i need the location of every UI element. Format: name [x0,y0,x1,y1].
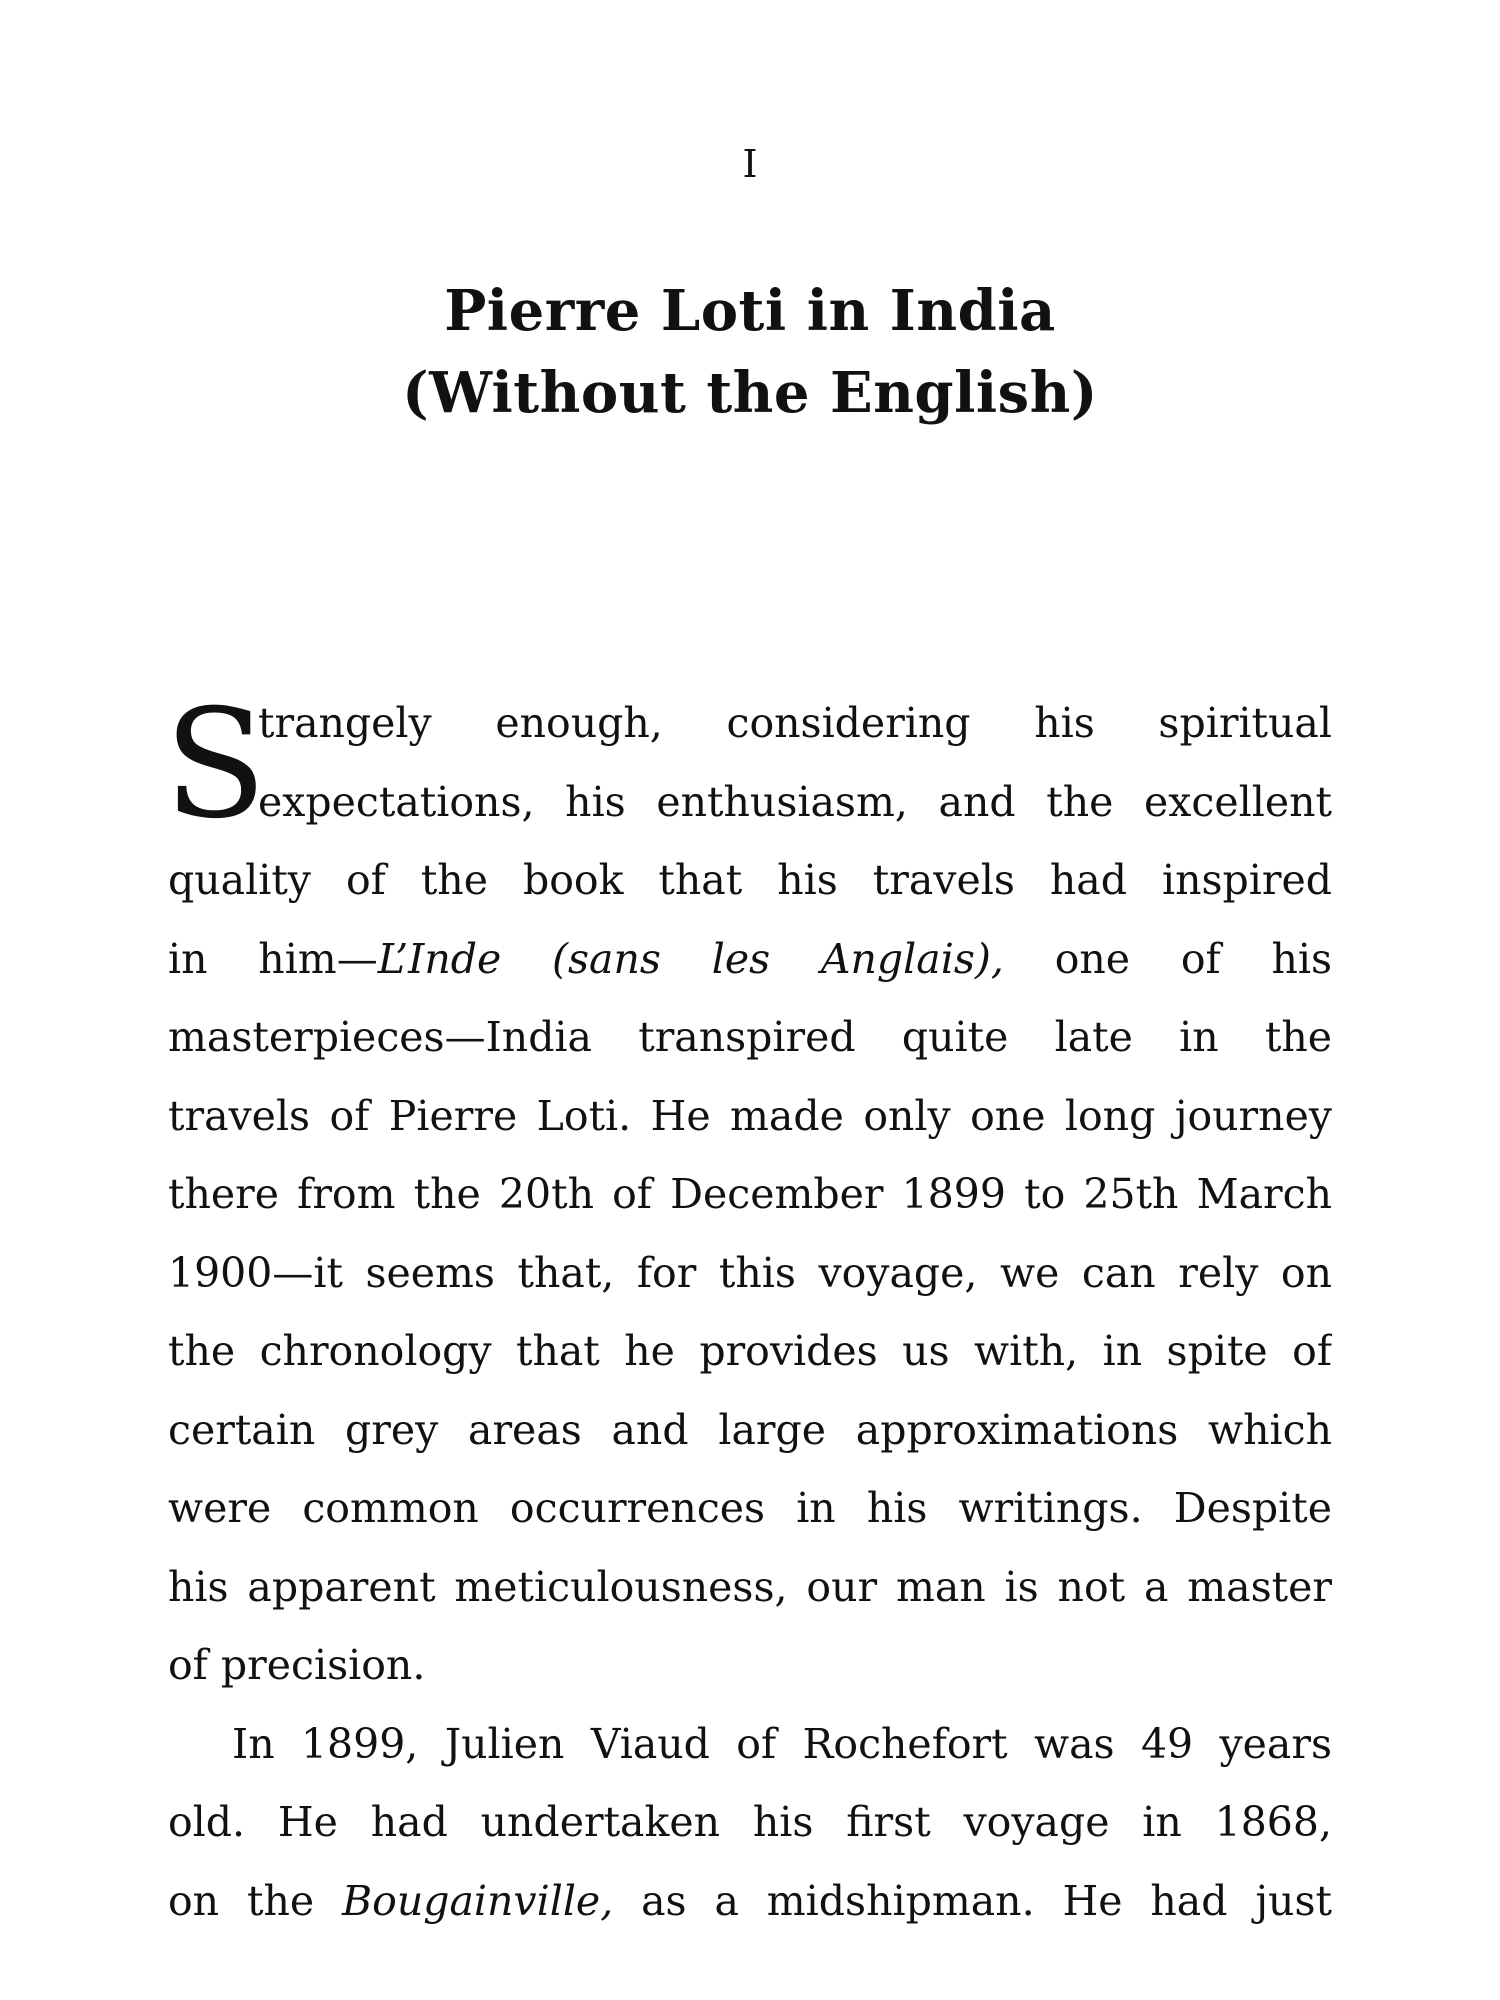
paragraph-2 [168,1705,1332,1941]
text-line: trangely enough, considering his spiritual [258,699,1332,747]
text-line: In 1899, Julien Viaud of Rochefort was 49 years [232,1719,1332,1768]
text-fragment: on the [168,1876,342,1925]
text-line: masterpieces—India transpired quite late in the [168,1013,1332,1061]
chapter-number: I [742,142,758,186]
text-line: expectations, his enthusiasm, and the excellent [258,777,1332,826]
ship-name-italic: Bougainville, [342,1876,614,1925]
drop-cap: S [164,678,267,852]
chapter-title-line-2: (Without the English) [402,360,1098,426]
text-fragment: one of his [1003,934,1332,983]
text-line [168,1862,1332,1941]
text-line: there from the 20th of December 1899 to 25th March [168,1170,1332,1218]
text-line: quality of the book that his travels had inspired [168,856,1332,904]
text-line: were common occurrences in his writings. Despite [168,1484,1332,1532]
text-line: certain grey areas and large approximations which [168,1405,1332,1454]
book-title-italic: L’Inde (sans les Anglais), [377,934,1004,983]
text-fragment: in him— [168,934,378,983]
text-line: his apparent meticulousness, our man is not a master [168,1562,1332,1611]
text-fragment: as a midshipman. He had just [613,1876,1332,1925]
text-line: of precision. [168,1641,426,1689]
text-line: 1900—it seems that, for this voyage, we can rely on [168,1248,1332,1297]
body-text [164,678,1332,1940]
chapter-title [0,270,1500,434]
chapter-title-line-1: Pierre Loti in India [444,278,1056,344]
text-line: the chronology that he provides us with, in spite of [168,1327,1332,1375]
text-line [168,920,1332,999]
text-line: old. He had undertaken his first voyage in 1868, [168,1798,1332,1846]
paragraph-1 [164,678,1332,1705]
text-line: travels of Pierre Loti. He made only one long journey [168,1091,1332,1140]
